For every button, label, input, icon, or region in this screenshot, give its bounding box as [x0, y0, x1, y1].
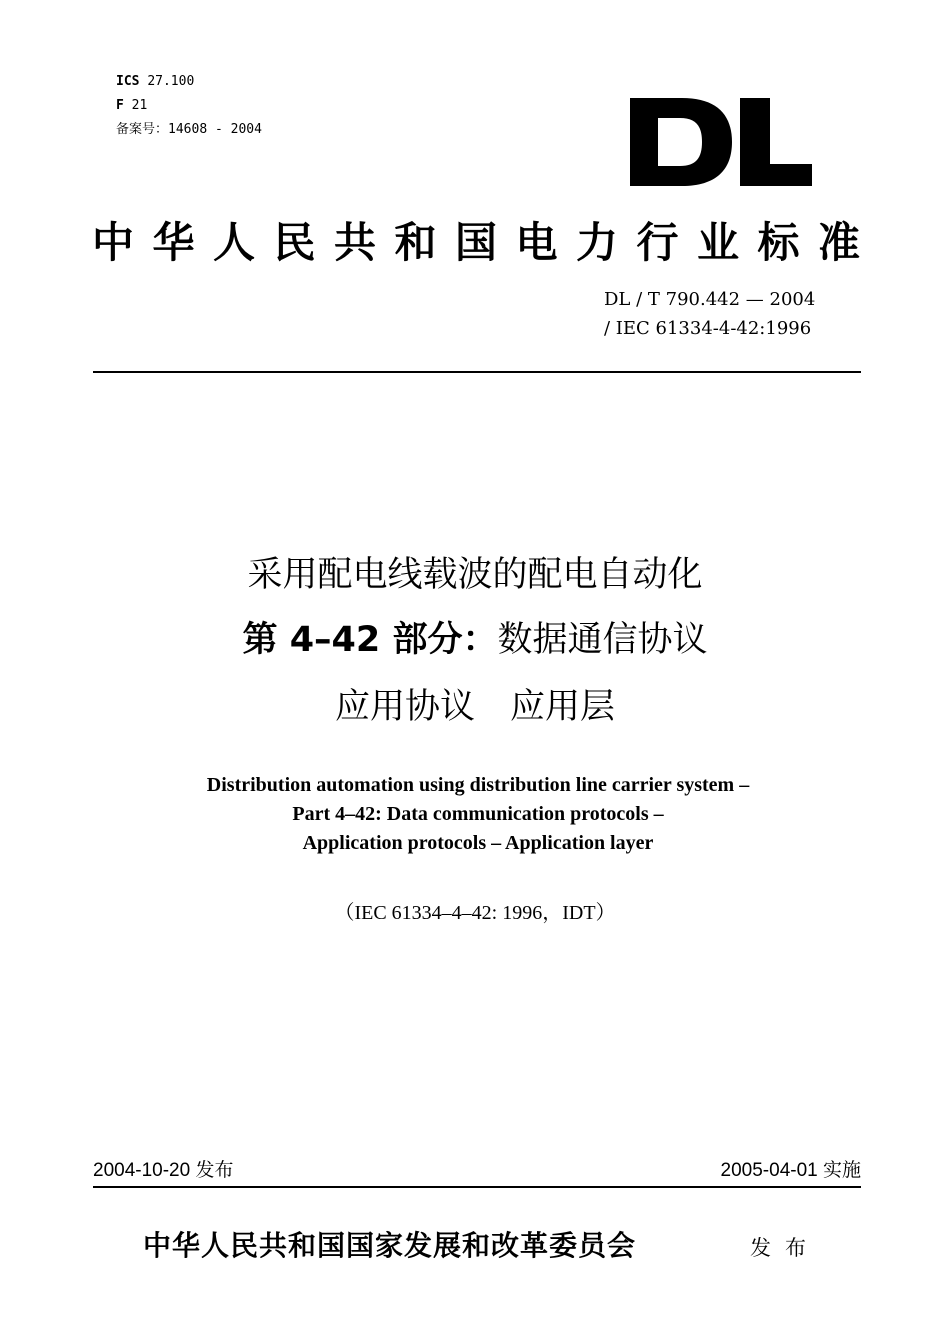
equivalence-note: （IEC 61334–4–42: 1996，IDT） [334, 902, 616, 924]
ics-value: 27.100 [147, 74, 195, 89]
title-cn-line3: 应用协议 应用层 [334, 687, 615, 727]
logo-letter-l [740, 98, 812, 186]
filing-number [116, 122, 262, 138]
ccs-label: F [116, 98, 124, 113]
ccs-code [116, 98, 147, 114]
publish-label: 发布 [750, 1236, 820, 1260]
ccs-value: 21 [131, 98, 148, 113]
title-cn-line1: 采用配电线载波的配电自动化 [247, 555, 703, 595]
ics-label: ICS [116, 74, 140, 89]
title-en-line3: Application protocols – Application layer [302, 832, 654, 854]
logo-letter-d [630, 98, 732, 186]
ics-code [116, 74, 194, 90]
title-cn-part-name: 数据通信协议 [497, 620, 708, 660]
adopted-standard-number: / IEC 61334-4-42:1996 [604, 318, 812, 339]
filing-value: 14608 - 2004 [168, 122, 262, 137]
title-cn-line2 [0, 619, 950, 661]
filing-label: 备案号： [116, 122, 169, 137]
title-en-line2: Part 4–42: Data communication protocols – [292, 803, 664, 825]
publisher-name: 中华人民共和国国家发展和改革委员会 [143, 1229, 637, 1262]
issue-date: 2004-10-20 发布 [93, 1160, 234, 1181]
dl-logo [630, 98, 812, 186]
title-cn-part-number: 第 4–42 部分： [242, 620, 498, 660]
industry-standard-title: 中华人民共和国电力行业标准 [92, 218, 862, 267]
standard-number: DL / T 790.442 — 2004 [604, 289, 816, 310]
footer-divider [93, 1186, 861, 1188]
header-divider [93, 371, 861, 373]
title-en-line1: Distribution automation using distribution line carrier system – [206, 774, 750, 796]
effective-date: 2005-04-01 实施 [720, 1160, 861, 1181]
